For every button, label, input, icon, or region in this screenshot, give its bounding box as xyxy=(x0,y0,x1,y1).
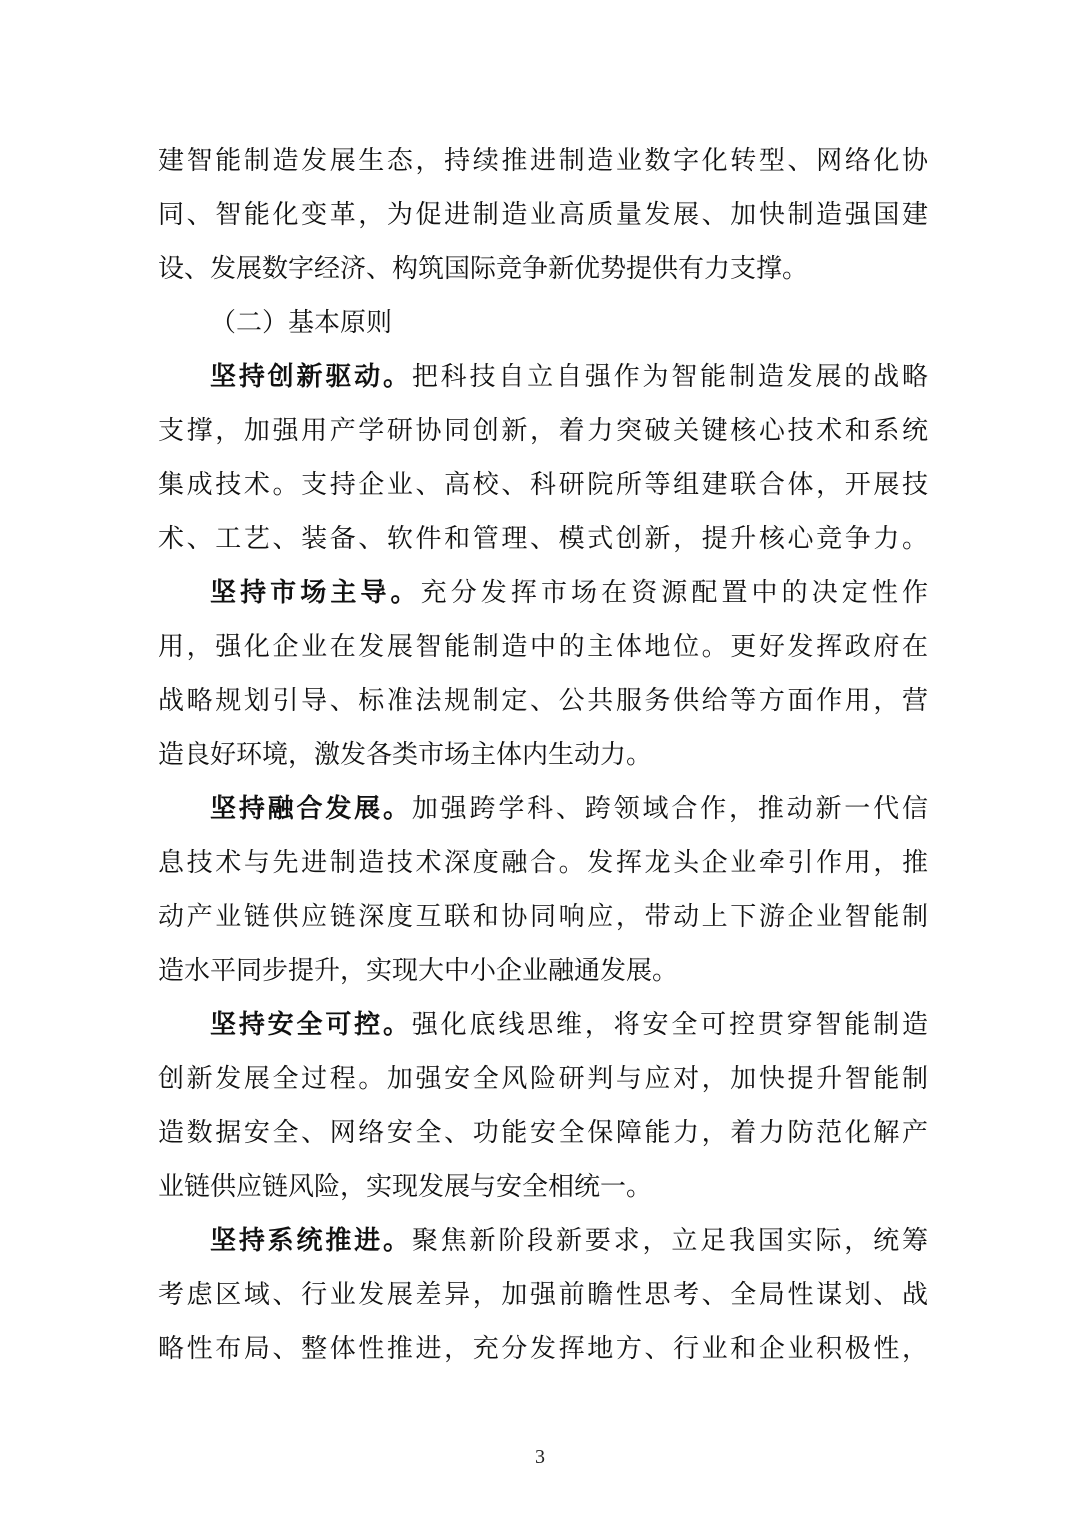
principle-lead: 坚持创新驱动。 xyxy=(210,362,412,392)
document-body xyxy=(158,134,928,1376)
page-number: 3 xyxy=(535,1446,545,1468)
principle-line: 造良好环境，激发各类市场主体内生动力。 xyxy=(158,740,653,770)
principle-text: 聚焦新阶段新要求，立足我国实际，统筹 xyxy=(411,1226,928,1256)
principle-text: 加强跨学科、跨领域合作，推动新一代信 xyxy=(411,794,928,824)
principle-line: 息技术与先进制造技术深度融合。发挥龙头企业牵引作用，推 xyxy=(158,848,928,878)
principle-line: 考虑区域、行业发展差异，加强前瞻性思考、全局性谋划、战 xyxy=(158,1280,928,1310)
principle-first-line xyxy=(158,566,928,620)
principle-line: 业链供应链风险，实现发展与安全相统一。 xyxy=(158,1172,653,1202)
principle-first-line xyxy=(158,350,928,404)
principle-line: 集成技术。支持企业、高校、科研院所等组建联合体，开展技 xyxy=(158,470,928,500)
principle-line: 动产业链供应链深度互联和协同响应，带动上下游企业智能制 xyxy=(158,902,928,932)
principle-text: 强化底线思维，将安全可控贯穿智能制造 xyxy=(411,1010,928,1040)
principle-lead: 坚持安全可控。 xyxy=(210,1010,412,1040)
principle-line: 略性布局、整体性推进，充分发挥地方、行业和企业积极性， xyxy=(158,1334,928,1364)
principle-line: 术、工艺、装备、软件和管理、模式创新，提升核心竞争力。 xyxy=(158,524,928,554)
principle-line: 创新发展全过程。加强安全风险研判与应对，加快提升智能制 xyxy=(158,1064,928,1094)
principle-lead: 坚持系统推进。 xyxy=(210,1226,412,1256)
principle-lead: 坚持融合发展。 xyxy=(210,794,412,824)
principle-first-line xyxy=(158,1214,928,1268)
principle-text: 把科技自立自强作为智能制造发展的战略 xyxy=(411,362,928,392)
principle-line: 用，强化企业在发展智能制造中的主体地位。更好发挥政府在 xyxy=(158,632,928,662)
intro-line: 同、智能化变革，为促进制造业高质量发展、加快制造强国建 xyxy=(158,200,928,230)
principle-first-line xyxy=(158,782,928,836)
principle-first-line xyxy=(158,998,928,1052)
section-heading: （二）基本原则 xyxy=(210,308,393,338)
principle-line: 战略规划引导、标准法规制定、公共服务供给等方面作用，营 xyxy=(158,686,928,716)
intro-line: 建智能制造发展生态，持续推进制造业数字化转型、网络化协 xyxy=(158,146,928,176)
principle-line: 造数据安全、网络安全、功能安全保障能力，着力防范化解产 xyxy=(158,1118,928,1148)
intro-line: 设、发展数字经济、构筑国际竞争新优势提供有力支撑。 xyxy=(158,254,809,284)
principle-text: 充分发挥市场在资源配置中的决定性作 xyxy=(420,578,928,608)
principle-line: 造水平同步提升，实现大中小企业融通发展。 xyxy=(158,956,679,986)
principle-line: 支撑，加强用产学研协同创新，着力突破关键核心技术和系统 xyxy=(158,416,928,446)
principle-lead: 坚持市场主导。 xyxy=(210,578,421,608)
